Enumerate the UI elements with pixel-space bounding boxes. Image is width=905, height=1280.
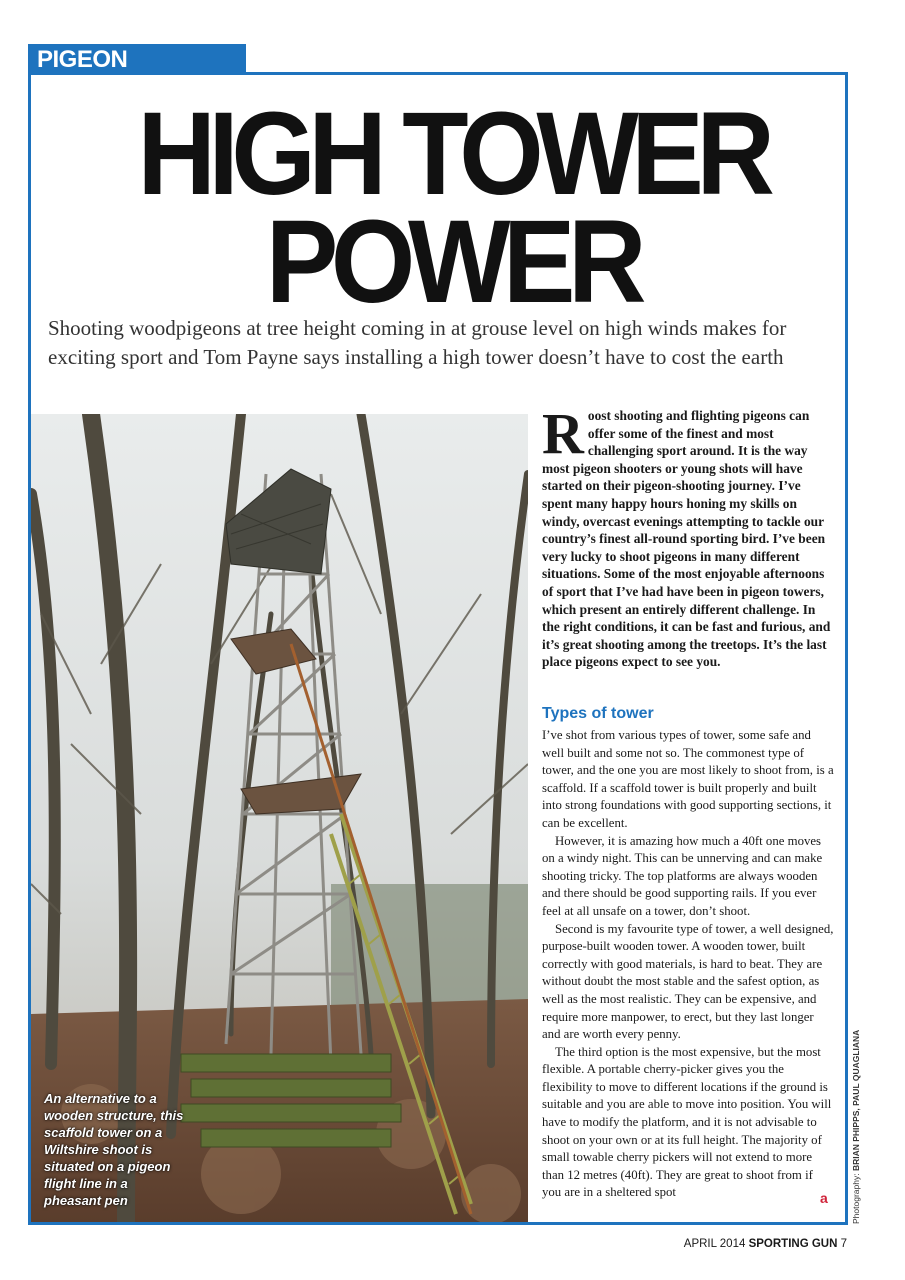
body-text xyxy=(542,727,834,1202)
photo-caption: An alternative to a wooden structure, this scaffold tower on a Wiltshire shoot is situated on a pigeon flight line in a pheasant pen xyxy=(44,1091,184,1208)
headline-line-2: POWER xyxy=(265,196,640,328)
footer-magazine: SPORTING GUN xyxy=(748,1238,838,1250)
section-label-bold: PIGEON xyxy=(37,46,128,73)
body-paragraph: The third option is the most expensive, but the most flexible. A portable cherry-picker gives you the flexibility to move to different locations if the ground is suitable and you are able to move into position. You will have to modify the platform, and it is not advisable to shoot on your own or at its full height. The majority of small towable cherry pickers will not extend to more than 12 metres (40ft). They are great to shoot from if you are in a sheltered spot xyxy=(542,1044,832,1200)
section-label-light: SHOOTING xyxy=(37,74,162,101)
photo-credit-names: BRIAN PHIPPS, PAUL QUAGLIANA xyxy=(851,1029,861,1172)
body-paragraph: Second is my favourite type of tower, a well designed, purpose-built wooden tower. A wooden tower, built correctly with good materials, is hard to beat. They are without doubt the most stable and the safest option, as well as the most realistic. They can be expensive, and require more manpower, to erect, but they last longer and are worth every penny. xyxy=(542,921,834,1042)
body-paragraph: However, it is amazing how much a 40ft one moves on a windy night. This can be unnerving and can make shooting tricky. The top platforms are always wooden and there should be good supporting rails. If you ever feel at all unsafe on a tower, don’t shoot. xyxy=(542,833,823,918)
page-footer xyxy=(684,1238,847,1250)
section-label xyxy=(28,44,246,101)
subheading-types-of-tower: Types of tower xyxy=(542,705,654,722)
drop-cap: R xyxy=(542,401,584,466)
footer-issue: APRIL 2014 xyxy=(683,1238,746,1250)
standfirst: Shooting woodpigeons at tree height coming in at grouse level on high winds makes for exciting sport and Tom Payne says installing a high tower doesn’t have to cost the earth xyxy=(48,316,787,369)
photo-credit-label: Photography: xyxy=(851,1173,861,1224)
intro-paragraph xyxy=(542,401,834,671)
continued-mark: a xyxy=(820,1190,828,1206)
intro-text: oost shooting and flighting pigeons can offer some of the finest and most challenging sport around. It is the way most pigeon shooters or young shots will have started on their pigeon-shooting journey. I’ve spent many happy hours honing my skills on windy, overcast evenings attempting to tackle our country’s finest all-round sporting bird. I’ve been very lucky to shoot pigeons in many different situations. Some of the most enjoyable afternoons of sport that I’ve had have been in pigeon towers, which present an entirely different challenge. In the right conditions, it can be fast and furious, and it’s great shooting among the treetops. It’s the last place pigeons expect to see you. xyxy=(542,408,831,670)
body-paragraph: I’ve shot from various types of tower, some safe and well built and some not so. The commonest type of tower, and the one you are most likely to shoot from, is a scaffold. If a scaffold tower is built properly and built into strong foundations with good supporting sections, it can be excellent. xyxy=(542,728,834,830)
photo-credit xyxy=(851,1029,861,1224)
headline-line-1: HIGH TOWER xyxy=(137,88,768,220)
footer-page-number: 7 xyxy=(840,1238,847,1250)
